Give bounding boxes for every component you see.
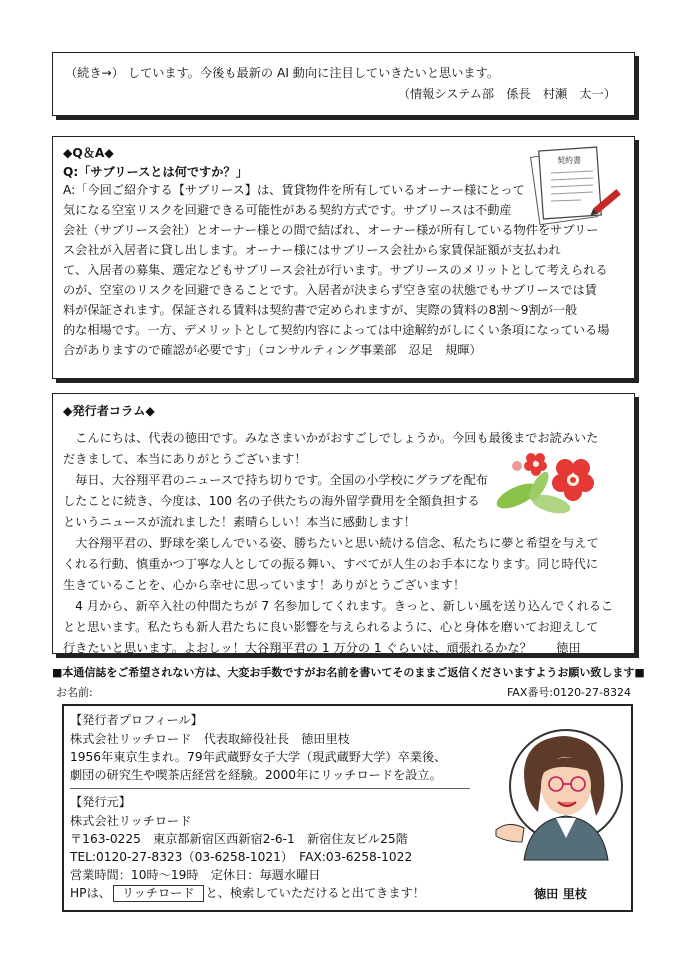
profile-box (62, 704, 633, 912)
qa-answer-line: のが、空室のリスクを回避できることです。入居者が決まらず空き室の状態でもサブリースでは賃 (63, 283, 597, 297)
profile-line: 劇団の研究生や喫茶店経営を経験。2000年にリッチロードを設立。 (70, 768, 442, 782)
qa-title: ◆Q＆A◆ (63, 146, 114, 160)
profile-line: 株式会社リッチロード 代表取締役社長 徳田里枝 (70, 732, 350, 746)
column-line: 大谷翔平君の、野球を楽しんでいる姿、勝ちたいと思い続ける信念、私たちに夢と希望を与えて (63, 536, 599, 550)
homepage-suffix: と、検索していただけると出てきます！ (205, 886, 425, 900)
name-field-label: お名前: (56, 686, 93, 699)
column-line: 毎日、大谷翔平君のニュースで持ち切りです。全国の小学校にグラブを配布 (63, 473, 488, 487)
profile-divider (70, 788, 470, 789)
qa-answer-line: て、入居者の募集、選定などもサブリース会社が行います。サブリースのメリットとして考えられる (63, 263, 608, 277)
homepage-line (70, 885, 425, 902)
publisher-title: 【発行元】 (70, 795, 131, 809)
contract-document-icon (521, 143, 626, 228)
column-box (52, 393, 635, 654)
qa-answer-line: ス会社が入居者に貸し出します。オーナー様にはサブリース会社から家賃保証額が支払われ (63, 243, 561, 257)
column-line: とと思います。私たちも新人君たちに良い影響を与えられるように、心と身体を磨いてお迎えして (63, 620, 599, 634)
homepage-prefix: HPは、 (70, 886, 111, 900)
continuation-text: （続き→） しています。今後も最新の AI 動向に注目していきたいと思います。 (65, 66, 500, 80)
qa-answer-line: 会社（サブリース会社）とオーナー様との間で結ばれ、オーナー様が所有している物件をサブリー (63, 223, 599, 237)
qa-answer-line: 気になる空室リスクを回避できる可能性がある契約方式です。サブリースは不動産 (63, 203, 512, 217)
column-line: したことに続き、今度は、100 名の子供たちの海外留学費用を全額負担する (63, 494, 480, 508)
column-line: 行きたいと思います。よおしッ！大谷翔平君の 1 万分の 1 ぐらいは、頑張れるかな？ 徳田 (63, 641, 581, 655)
column-title: ◆発行者コラム◆ (63, 404, 155, 418)
profile-title: 【発行者プロフィール】 (70, 713, 203, 727)
unsubscribe-notice: ■本通信誌をご希望されない方は、大変お手数ですがお名前を書いてそのままご返信くださいますようお願い致します■ (52, 666, 645, 679)
qa-answer-line: A:「今回ご紹介する【サブリース】は、賃貸物件を所有しているオーナー様にとって (63, 183, 525, 197)
publisher-line: 株式会社リッチロード (70, 814, 192, 828)
column-line: 生きていることを、心から幸せに思っています！ありがとうございます！ (63, 578, 466, 592)
search-term-box[interactable]: リッチロード (113, 885, 204, 902)
portrait-avatar (494, 720, 624, 880)
column-line: くれる行動、慎重かつ丁寧な人としての振る舞い、すべてが人生のお手本になります。同じ時代に (63, 557, 599, 571)
column-line: というニュースが流れました！素晴らしい！本当に感動します！ (63, 515, 416, 529)
publisher-phone: TEL:0120-27-8323（03-6258-1021） FAX:03-6258-1022 (70, 850, 413, 864)
qa-answer-line: 的な相場です。一方、デメリットとして契約内容によっては中途解約がしにくい条項になっている場 (63, 323, 610, 337)
profile-line: 1956年東京生まれ。79年武蔵野女子大学（現武蔵野大学）卒業後、 (70, 750, 447, 764)
contract-label: 契約書 (557, 156, 581, 165)
continuation-box (52, 52, 635, 116)
column-line: 4 月から、新卒入社の仲間たちが 7 名参加してくれます。きっと、新しい風を送り込んでくれるこ (63, 599, 614, 613)
column-line: だきまして、本当にありがとうございます！ (63, 452, 307, 466)
qa-answer-line: 合がありますので確認が必要です」（コンサルティング事業部 忍足 規暉） (63, 343, 482, 357)
column-line: こんにちは、代表の徳田です。みなさまいかがおすごしでしょうか。今回も最後までお読みいた (63, 431, 599, 445)
publisher-address: 〒163-0225 東京都新宿区西新宿2-6-1 新宿住友ビル25階 (70, 832, 408, 846)
qa-answer-line: 料が保証されます。保証される賃料は契約書で定められますが、実際の賃料の8割～9割が一般 (63, 303, 578, 317)
qa-question: Q:「サブリースとは何ですか？」 (63, 165, 248, 179)
plum-blossom-icon (489, 446, 609, 516)
publisher-hours: 営業時間：10時～19時 定休日：毎週水曜日 (70, 868, 321, 882)
continuation-signature: （情報システム部 係長 村瀬 太一） (397, 87, 616, 101)
portrait-name: 徳田 里枝 (534, 887, 587, 901)
fax-number: FAX番号:0120-27-8324 (506, 686, 631, 699)
qa-box (52, 136, 635, 379)
